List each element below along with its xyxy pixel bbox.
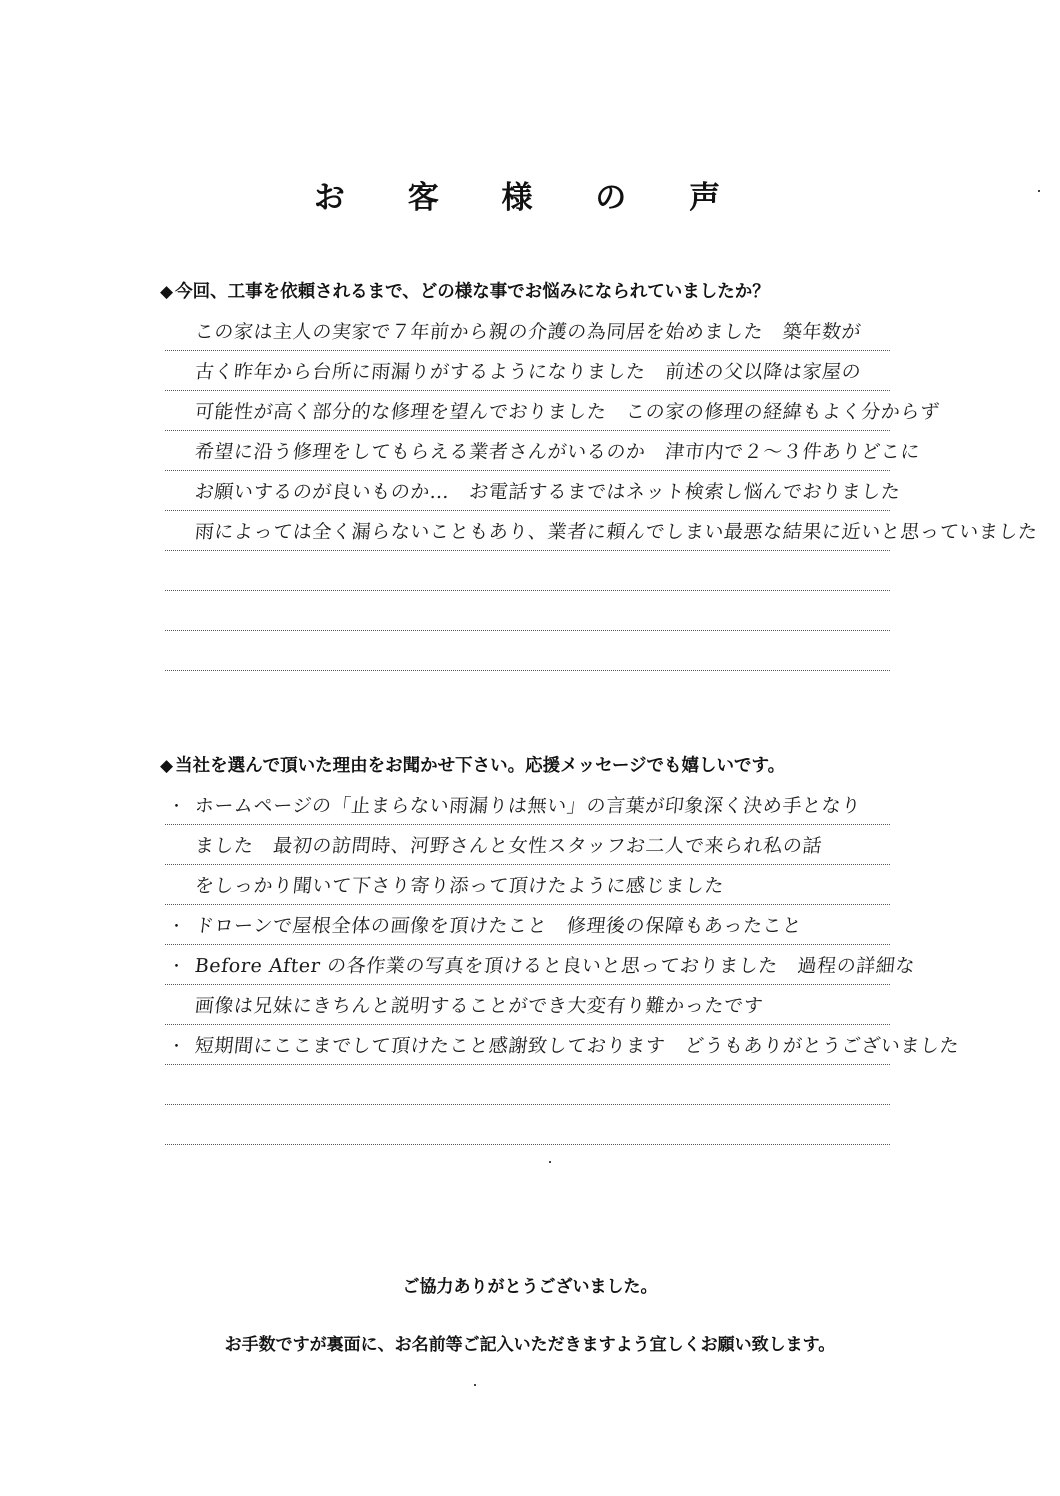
handwritten-answer: お願いするのが良いものか… お電話するまではネット検索し悩んでおりました [193,481,902,503]
answer-line [165,391,941,431]
bullet-dot: ・ [169,917,185,935]
page-title: お 客 様 の 声 [313,180,747,216]
handwritten-answer: 短期間にここまでして頂けたこと感謝致しております どうもありがとうございました [193,1035,961,1057]
question-1 [160,278,770,303]
answer-line [165,945,917,985]
handwritten-answer: ホームページの「止まらない雨漏りは無い」の言葉が印象深く決め手となり [193,795,863,817]
answer-line [165,1105,890,1145]
handwritten-answer: 画像は兄妹にきちんと説明することができ大変有り難かったです [193,995,765,1017]
handwritten-answer: をしっかり聞いて下さり寄り添って頂けたように感じました [193,875,726,897]
answer-2-lines [165,785,961,1145]
handwritten-answer: 雨によっては全く漏らないこともあり、業者に頼んでしまい最悪な結果に近いと思っていました [193,521,1039,543]
handwritten-answer: ドローンで屋根全体の画像を頂けたこと 修理後の保障もあったこと [193,915,804,937]
question-1-text: 今回、工事を依頼されるまで、どの様な事でお悩みになられていましたか？ [175,282,770,302]
answer-line [165,511,1039,551]
answer-line [165,1025,961,1065]
handwritten-answer: 可能性が高く部分的な修理を望んでおりました この家の修理の経緯もよく分からず [193,401,941,423]
handwritten-answer: 古く昨年から台所に雨漏りがするようになりました 前述の父以降は家屋の [193,361,863,383]
answer-line [165,905,890,945]
answer-line [165,591,890,631]
bullet-dot: ・ [169,957,185,975]
thanks-message: ご協力ありがとうございました。 [402,1277,658,1297]
scan-speck [474,1384,476,1386]
answer-line [165,985,890,1025]
answer-line [165,785,890,825]
bullet-dot: ・ [169,1037,185,1055]
scan-speck [549,1161,551,1163]
answer-line [165,431,922,471]
answer-line [165,825,890,865]
question-2-text: 当社を選んで頂いた理由をお聞かせ下さい。応援メッセージでも嬉しいです。 [175,756,786,776]
bullet-dot: ・ [169,797,185,815]
diamond-icon: ◆ [160,756,174,776]
answer-line [165,351,890,391]
scan-speck [1038,190,1040,192]
answer-1-lines [165,311,1039,671]
handwritten-answer: ました 最初の訪問時、河野さんと女性スタッフお二人で来られ私の話 [193,835,824,857]
answer-line [165,631,890,671]
question-2 [160,752,785,777]
answer-line [165,311,890,351]
diamond-icon: ◆ [160,282,174,302]
answer-line [165,551,890,591]
handwritten-answer: Before After の各作業の写真を頂けると良いと思っておりました 過程の詳細な [193,955,917,977]
answer-line [165,471,902,511]
answer-line [165,1065,890,1105]
handwritten-answer: この家は主人の実家で７年前から親の介護の為同居を始めました 築年数が [193,321,863,343]
footer-note: お手数ですが裏面に、お名前等ご記入いただきますよう宜しくお願い致します。 [224,1335,836,1355]
handwritten-answer: 希望に沿う修理をしてもらえる業者さんがいるのか 津市内で２〜３件ありどこに [193,441,922,463]
answer-line [165,865,890,905]
